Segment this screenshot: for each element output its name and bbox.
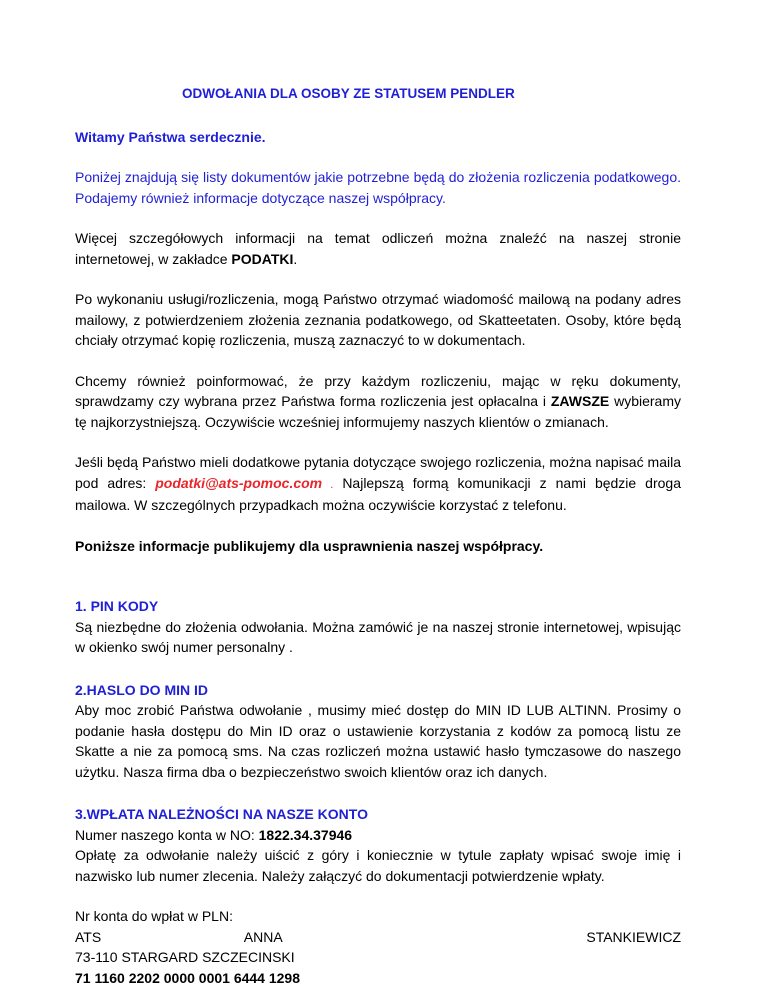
account-number-line — [75, 825, 681, 846]
payment-label: Nr konta do wpłat w PLN: — [75, 908, 233, 924]
section-2-text: Aby moc zrobić Państwa odwołanie , musimy mieć dostęp do MIN ID LUB ALTINN. Prosimy o podanie hasła dostępu do Min ID oraz o ustawienie korzystania z kodów za pomocą listu ze Skatte a nie za pomocą sms. Na czas rozliczeń można ustawić hasło tymczasowe do naszego użytku. Nasza firma dba o bezpieczeństwo swoich klientów oraz ich danych. — [75, 702, 681, 780]
section-1-text: Są niezbędne do złożenia odwołania. Można zamówić je na naszej stronie internetowej, wpisując w okienko swój numer personalny . — [75, 618, 681, 655]
recipient-last-name: STANKIEWICZ — [586, 928, 681, 945]
recipient-first-name: ANNA — [243, 928, 283, 945]
section-3-text: Opłatę za odwołanie należy uiścić z góry i koniecznie w tytule zapłaty wpisać swoje imię i nazwisko lub numer zlecenia. Należy załączyć do dokumentacji potwierdzenie wpłaty. — [75, 847, 681, 884]
zawsze-emphasis: ZAWSZE — [550, 393, 610, 409]
recipient-company: ATS — [75, 928, 102, 945]
greeting: Witamy Państwa serdecznie. — [75, 128, 266, 145]
payment-recipient-row — [75, 927, 681, 948]
paragraph-email-confirmation: Po wykonaniu usługi/rozliczenia, mogą Państwo otrzymać wiadomość mailową na podany adres mailowy, z potwierdzeniem złożenia zeznania podatkowego, od Skatteetaten. Osoby, które będą chciały otrzymać kopię rozliczenia, muszą zaznaczyć to w dokumentach. — [75, 291, 681, 348]
paragraph-info-note: Poniższe informacje publikujemy dla usprawnienia naszej współpracy. — [75, 537, 544, 554]
paragraph-text-cont: wybieramy tę najkorzystniejszą. Oczywiście wcześniej informujemy naszych klientów o zmianach. — [75, 393, 681, 430]
paragraph-text: Jeśli będą Państwo mieli dodatkowe pytania dotyczące swojego rozliczenia, można napisać maila pod adres: — [75, 454, 681, 491]
section-2-title: 2.HASLO DO MIN ID — [75, 681, 209, 698]
intro-paragraph: Poniżej znajdują się listy dokumentów jakie potrzebne będą do złożenia rozliczenia podatkowego. Podajemy również informacje dotyczące naszej współpracy. — [75, 169, 681, 206]
email-dot: . — [322, 478, 334, 491]
email-link[interactable]: podatki@ats-pomoc.com — [155, 474, 323, 491]
paragraph-text-cont: Najlepszą formą komunikacji z nami będzie droga mailowa. W szczególnych przypadkach można oczywiście korzystać z telefonu. — [75, 474, 681, 513]
document-title: ODWOŁANIA DLA OSOBY ZE STATUSEM PENDLER — [182, 86, 515, 101]
paragraph-website-info — [75, 228, 681, 269]
period: . — [293, 250, 298, 267]
account-label: Numer naszego konta w NO: — [75, 826, 259, 843]
paragraph-contact — [75, 452, 681, 516]
document-page — [75, 84, 681, 988]
section-3-title: 3.WPŁATA NALEŻNOŚCI NA NASZE KONTO — [75, 806, 368, 822]
recipient-address: 73-110 STARGARD SZCZECINSKI — [75, 949, 295, 965]
podatki-link-text: PODATKI — [231, 250, 294, 267]
account-number: 1822.34.37946 — [258, 826, 353, 843]
paragraph-text: Chcemy również poinformować, że przy każdym rozliczeniu, mając w ręku dokumenty, sprawdzamy czy wybrana przez Państwa forma rozliczenia jest opłacalna i — [75, 372, 681, 409]
pln-account-number: 71 1160 2202 0000 0001 6444 1298 — [75, 969, 301, 986]
paragraph-best-option — [75, 371, 681, 433]
paragraph-text: Więcej szczegółowych informacji na temat odliczeń można znaleźć na naszej stronie internetowej, w zakładce — [75, 230, 681, 267]
section-1-title: 1. PIN KODY — [75, 598, 159, 614]
